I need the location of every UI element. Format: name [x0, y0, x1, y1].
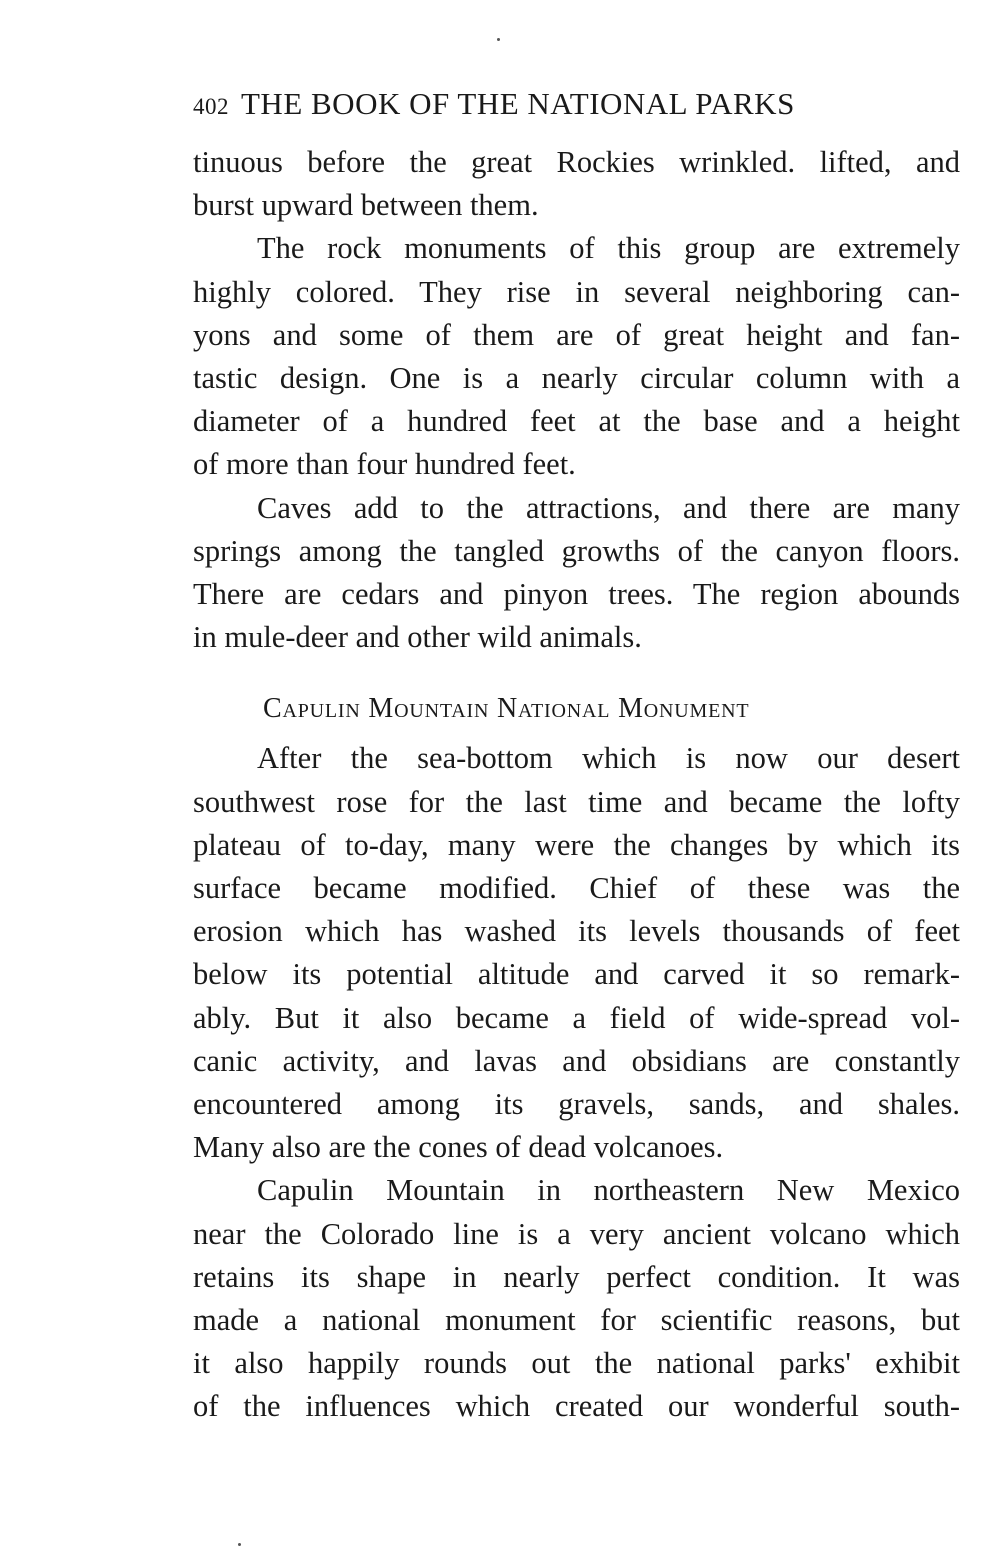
- text-line: in mule-deer and other wild animals.: [193, 620, 642, 655]
- text-line: canic activity, and lavas and obsidians are constantly: [193, 1043, 960, 1078]
- text-line: There are cedars and pinyon trees. The region abounds: [193, 577, 960, 612]
- text-line: of the influences which created our wonderful south-: [193, 1389, 960, 1424]
- book-title: THE BOOK OF THE NATIONAL PARKS: [241, 86, 795, 121]
- text-line: it also happily rounds out the national parks' exhibit: [193, 1346, 960, 1381]
- paragraph-capulin: [193, 1169, 960, 1428]
- text-line: made a national monument for scientific reasons, but: [193, 1303, 960, 1338]
- text-line: ably. But it also became a field of wide-spread vol-: [193, 1000, 960, 1035]
- text-line: surface became modified. Chief of these was the: [193, 871, 960, 906]
- text-line: springs among the tangled growths of the canyon floors.: [193, 533, 960, 568]
- text-line: plateau of to-day, many were the changes by which its: [193, 827, 960, 862]
- paragraph-sea-bottom: [193, 737, 960, 1169]
- text-line: burst upward between them.: [193, 188, 539, 223]
- text-line: highly colored. They rise in several neighboring can-: [193, 274, 960, 309]
- scan-speck: [497, 38, 500, 41]
- text-line: tinuous before the great Rockies wrinkled. lifted, and: [193, 145, 960, 179]
- text-line: Many also are the cones of dead volcanoes.: [193, 1130, 724, 1165]
- text-line: of more than four hundred feet.: [193, 447, 576, 482]
- paragraph-rock-monuments: [193, 227, 960, 486]
- book-page: [193, 82, 960, 1429]
- running-head: [193, 82, 960, 129]
- text-line: erosion which has washed its levels thousands of feet: [193, 914, 960, 949]
- text-line: below its potential altitude and carved it so remark-: [193, 957, 960, 992]
- text-line: encountered among its gravels, sands, and shales.: [193, 1087, 960, 1122]
- text-line: retains its shape in nearly perfect condition. It was: [193, 1259, 960, 1294]
- text-line: diameter of a hundred feet at the base and a height: [193, 404, 960, 439]
- text-line: yons and some of them are of great height and fan-: [193, 317, 960, 352]
- text-line: tastic design. One is a nearly circular column with a: [193, 361, 960, 396]
- text-line: Capulin Mountain in northeastern New Mexico: [257, 1173, 960, 1208]
- text-line: After the sea-bottom which is now our desert: [257, 741, 960, 776]
- text-line: near the Colorado line is a very ancient volcano which: [193, 1216, 960, 1251]
- text-line: Caves add to the attractions, and there are many: [257, 490, 960, 525]
- paragraph-caves: [193, 487, 960, 660]
- section-heading: Capulin Mountain National Monument: [263, 693, 750, 725]
- text-line: southwest rose for the last time and became the lofty: [193, 784, 960, 819]
- page-number: 402: [193, 94, 229, 119]
- paragraph-continuation: [193, 141, 960, 227]
- scan-speck: [238, 1543, 241, 1546]
- text-line: The rock monuments of this group are extremely: [257, 231, 960, 266]
